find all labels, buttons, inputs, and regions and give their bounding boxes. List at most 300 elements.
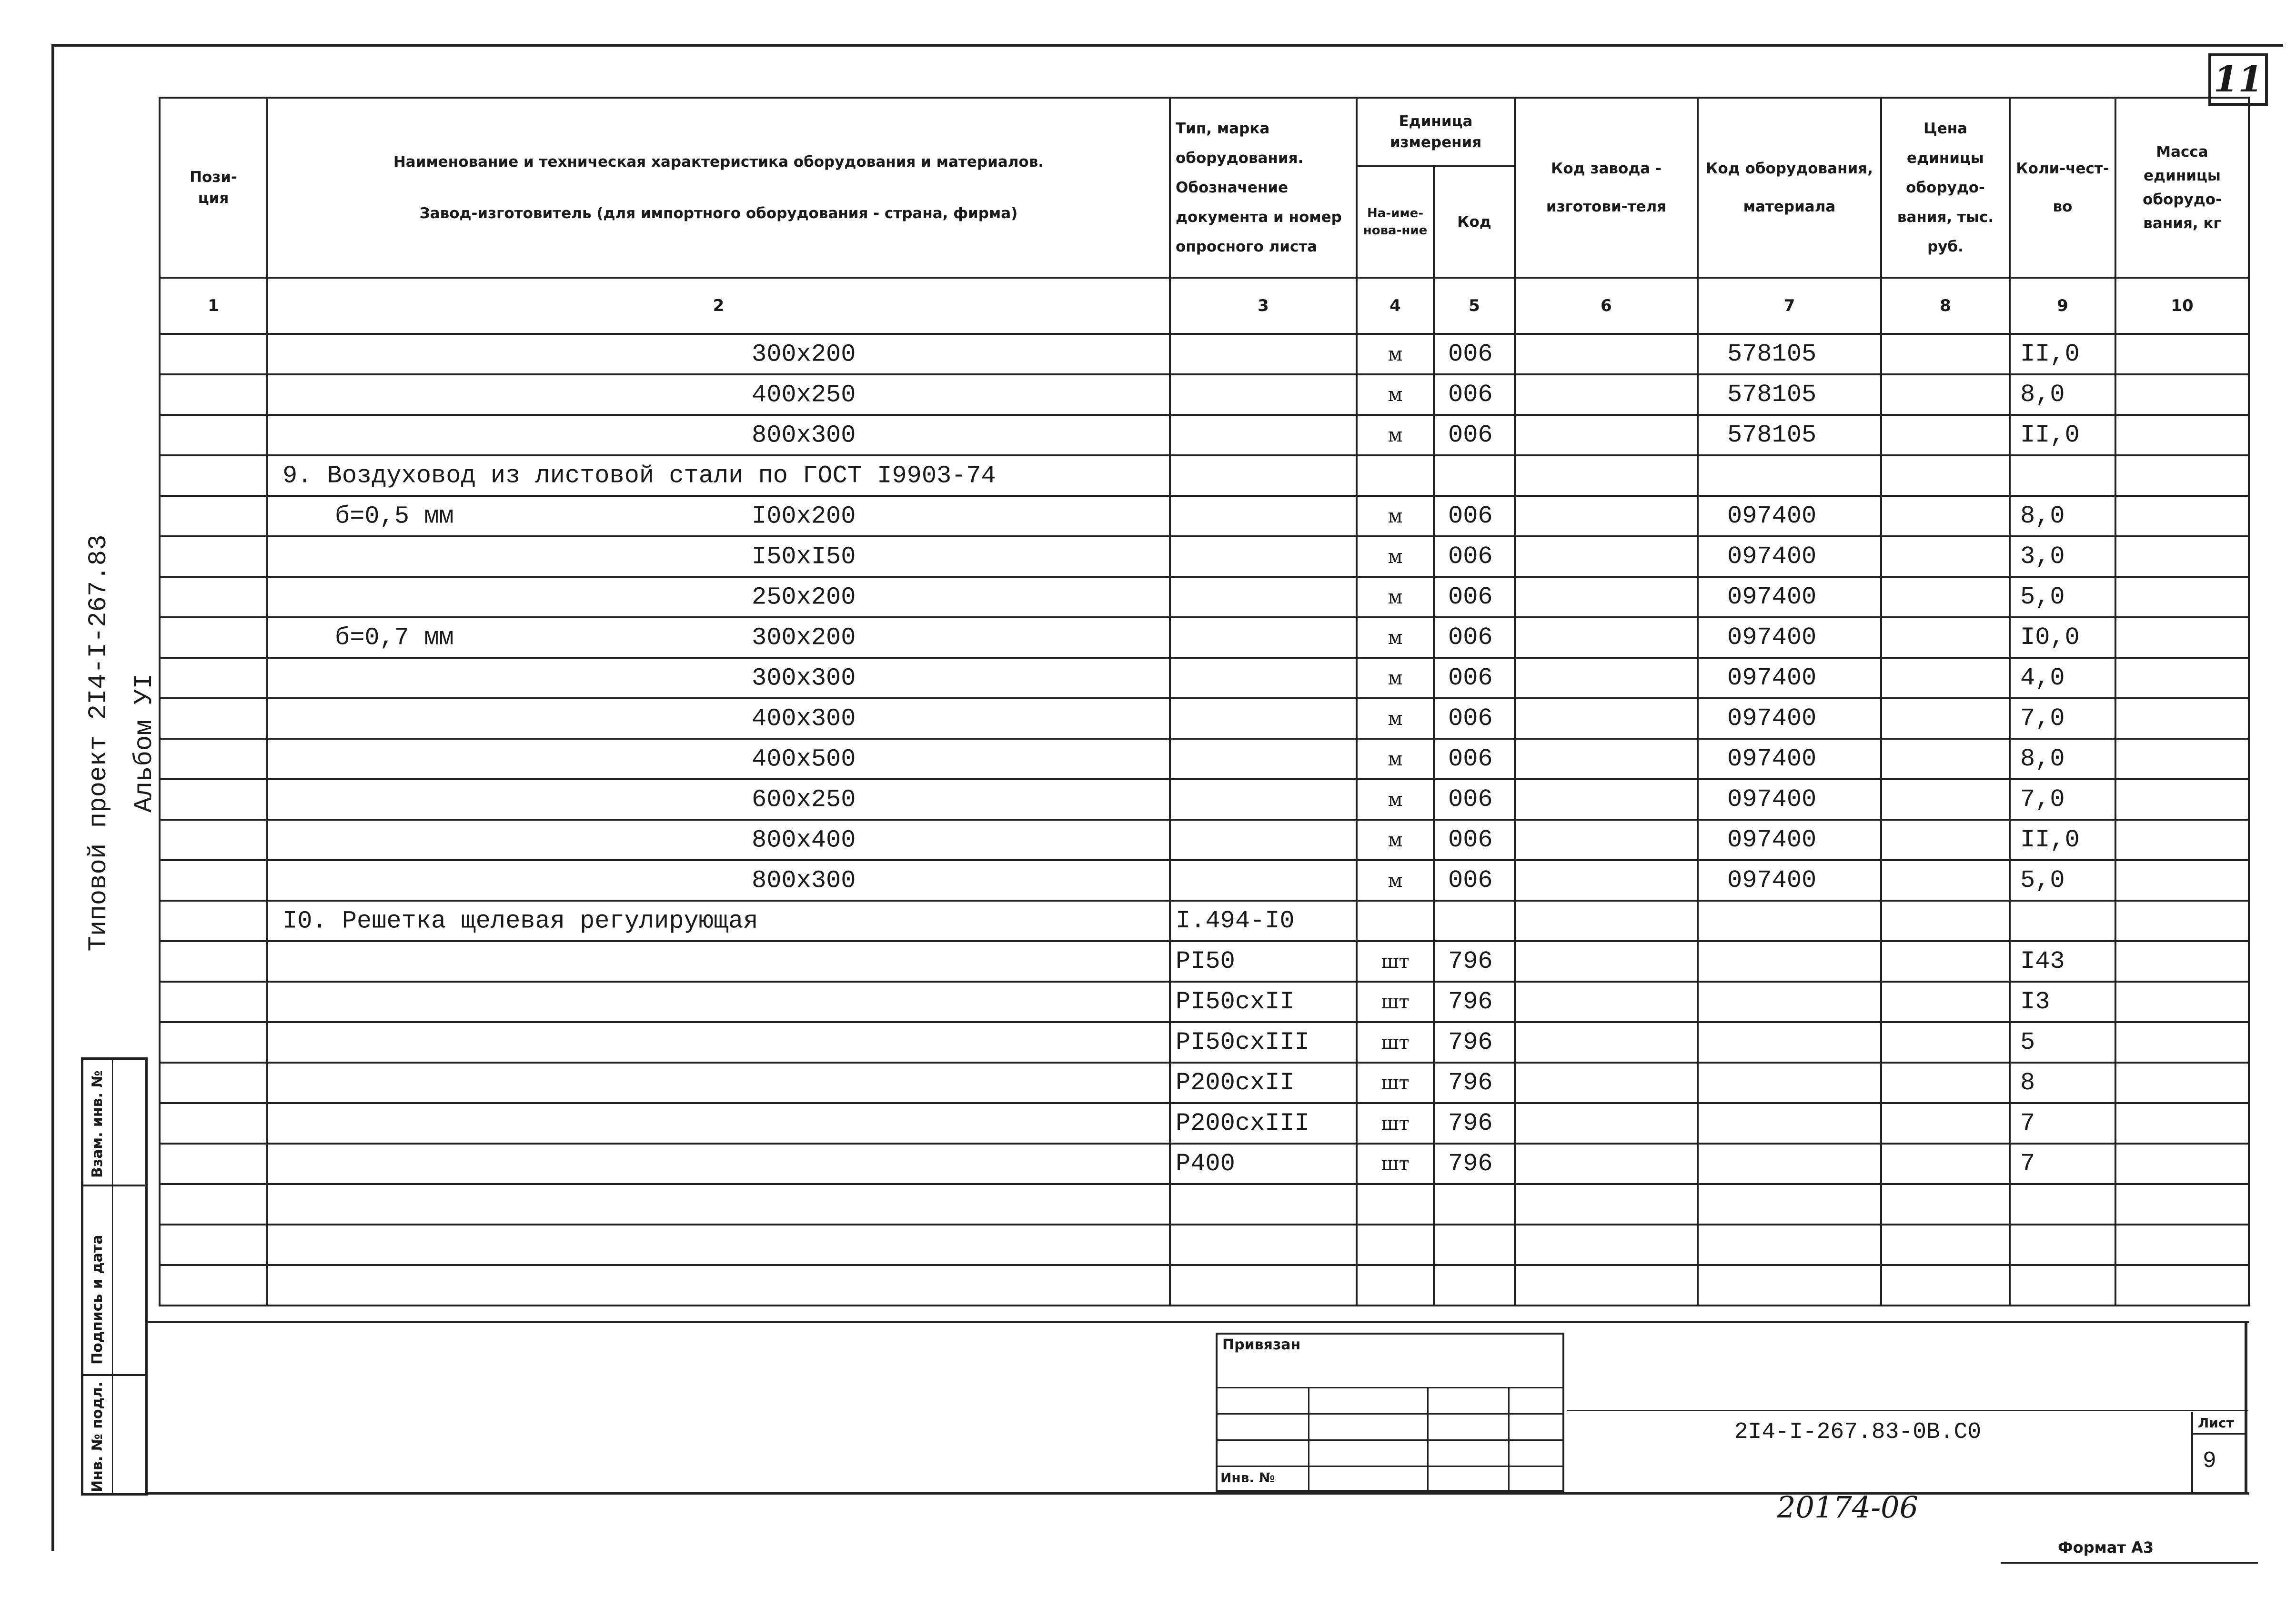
- cell-material-code: [1698, 1184, 1881, 1225]
- cell-unit-code: 006: [1434, 334, 1515, 374]
- cell-unit: м: [1357, 739, 1434, 779]
- cell-price: [1881, 698, 2010, 739]
- stamp-label-signature-date: Подпись и дата: [89, 1235, 106, 1365]
- cell-mass: [2115, 982, 2249, 1022]
- header-unit-code: Код: [1434, 166, 1515, 278]
- cell-plant-code: [1515, 941, 1698, 982]
- cell-position: [160, 374, 267, 415]
- cell-unit-code: 006: [1434, 415, 1515, 455]
- stamp-label-replace-inv: Взам. инв. №: [89, 1070, 106, 1178]
- cell-type: [1170, 334, 1357, 374]
- header-position: Пози- ция: [160, 98, 267, 278]
- cell-price: [1881, 860, 2010, 901]
- cell-quantity: 5,0: [2010, 577, 2115, 617]
- cell-quantity: 4,0: [2010, 658, 2115, 698]
- header-plant-code: Код завода - изготови-теля: [1515, 98, 1698, 278]
- cell-quantity: II,0: [2010, 415, 2115, 455]
- cell-quantity: 3,0: [2010, 536, 2115, 577]
- cell-mass: [2115, 860, 2249, 901]
- cell-type: P400: [1170, 1144, 1357, 1184]
- cell-unit: [1357, 1265, 1434, 1306]
- cell-position: [160, 1225, 267, 1265]
- cell-unit: м: [1357, 415, 1434, 455]
- cell-type: [1170, 698, 1357, 739]
- cell-quantity: I0,0: [2010, 617, 2115, 658]
- cell-unit-code: 006: [1434, 820, 1515, 860]
- cell-name: [267, 1063, 1170, 1103]
- cell-name: [267, 941, 1170, 982]
- column-number: 8: [1881, 278, 2010, 334]
- cell-unit-code: 796: [1434, 1144, 1515, 1184]
- cell-name: [267, 860, 1170, 901]
- cell-mass: [2115, 739, 2249, 779]
- cell-name: [267, 455, 1170, 496]
- cell-plant-code: [1515, 901, 1698, 941]
- cell-mass: [2115, 1103, 2249, 1144]
- cell-unit: [1357, 1225, 1434, 1265]
- cell-unit: м: [1357, 577, 1434, 617]
- cell-unit-code: 006: [1434, 536, 1515, 577]
- cell-position: [160, 982, 267, 1022]
- column-number: 5: [1434, 278, 1515, 334]
- frame-top-border: [51, 44, 2283, 47]
- cell-name: [267, 1144, 1170, 1184]
- cell-unit: м: [1357, 698, 1434, 739]
- cell-name: [267, 901, 1170, 941]
- item-size: 300x200: [752, 623, 856, 652]
- sheet-number: 9: [2203, 1448, 2216, 1474]
- cell-price: [1881, 658, 2010, 698]
- item-size: 400x500: [752, 745, 856, 773]
- cell-material-code: [1698, 1144, 1881, 1184]
- cell-unit-code: 006: [1434, 860, 1515, 901]
- cell-mass: [2115, 941, 2249, 982]
- column-number: 4: [1357, 278, 1434, 334]
- cell-quantity: 5,0: [2010, 860, 2115, 901]
- cell-quantity: 8: [2010, 1063, 2115, 1103]
- cell-plant-code: [1515, 617, 1698, 658]
- table-row: [160, 577, 2249, 617]
- cell-plant-code: [1515, 779, 1698, 820]
- cell-unit-code: 796: [1434, 1022, 1515, 1063]
- item-size: 800x400: [752, 826, 856, 854]
- table-row: [160, 536, 2249, 577]
- cell-plant-code: [1515, 860, 1698, 901]
- frame-left-border: [51, 46, 54, 1551]
- cell-material-code: [1698, 1063, 1881, 1103]
- cell-unit-code: 006: [1434, 739, 1515, 779]
- cell-type: P200cxII: [1170, 1063, 1357, 1103]
- header-unit-name: На-име-нова-ние: [1357, 166, 1434, 278]
- column-number: 2: [267, 278, 1170, 334]
- cell-plant-code: [1515, 1022, 1698, 1063]
- cell-name: [267, 1022, 1170, 1063]
- item-size: 800x300: [752, 866, 856, 894]
- table-row: [160, 1184, 2249, 1225]
- cell-material-code: [1698, 1103, 1881, 1144]
- cell-plant-code: [1515, 739, 1698, 779]
- sheet-cell-divider: [2193, 1433, 2246, 1435]
- cell-mass: [2115, 496, 2249, 536]
- cell-price: [1881, 1184, 2010, 1225]
- sheet-label: Лист: [2198, 1415, 2234, 1431]
- stamp-divider: [112, 1060, 113, 1493]
- cell-type: [1170, 860, 1357, 901]
- cell-quantity: II,0: [2010, 334, 2115, 374]
- cell-price: [1881, 374, 2010, 415]
- cell-unit: м: [1357, 374, 1434, 415]
- cell-name: [267, 415, 1170, 455]
- bound-stamp-box: [1216, 1333, 1564, 1492]
- cell-price: [1881, 779, 2010, 820]
- cell-mass: [2115, 779, 2249, 820]
- cell-type: [1170, 779, 1357, 820]
- title-block-divider: [1567, 1410, 2248, 1411]
- cell-price: [1881, 415, 2010, 455]
- cell-position: [160, 496, 267, 536]
- cell-name: [267, 1225, 1170, 1265]
- table-row: [160, 374, 2249, 415]
- cell-material-code: 097400: [1698, 617, 1881, 658]
- bound-grid-line: [1218, 1466, 1562, 1467]
- cell-price: [1881, 496, 2010, 536]
- cell-position: [160, 698, 267, 739]
- cell-position: [160, 941, 267, 982]
- table-row: [160, 1265, 2249, 1306]
- cell-unit: шт: [1357, 941, 1434, 982]
- cell-quantity: 8,0: [2010, 739, 2115, 779]
- bound-grid-line: [1218, 1387, 1562, 1388]
- cell-price: [1881, 1063, 2010, 1103]
- cell-price: [1881, 577, 2010, 617]
- cell-unit: м: [1357, 820, 1434, 860]
- cell-unit-code: [1434, 1265, 1515, 1306]
- cell-type: [1170, 739, 1357, 779]
- cell-type: [1170, 820, 1357, 860]
- cell-plant-code: [1515, 658, 1698, 698]
- cell-quantity: 8,0: [2010, 374, 2115, 415]
- bound-grid-line: [1427, 1387, 1429, 1490]
- cell-quantity: II,0: [2010, 820, 2115, 860]
- cell-name: [267, 1265, 1170, 1306]
- cell-name: [267, 577, 1170, 617]
- item-description: 9. Воздуховод из листовой стали по ГОСТ I9903-74: [282, 462, 996, 490]
- cell-unit-code: 006: [1434, 374, 1515, 415]
- cell-quantity: [2010, 1265, 2115, 1306]
- cell-quantity: 7,0: [2010, 698, 2115, 739]
- cell-quantity: [2010, 455, 2115, 496]
- sheet-cell: [2191, 1412, 2246, 1492]
- table-row: [160, 617, 2249, 658]
- format-underline: [2001, 1562, 2258, 1564]
- cell-mass: [2115, 1022, 2249, 1063]
- inv-label: Инв. №: [1220, 1470, 1275, 1486]
- cell-unit: м: [1357, 617, 1434, 658]
- cell-quantity: 7: [2010, 1103, 2115, 1144]
- cell-plant-code: [1515, 536, 1698, 577]
- cell-unit-code: [1434, 901, 1515, 941]
- cell-name: [267, 820, 1170, 860]
- header-type: Тип, марка оборудования. Обозначение документа и номер опросного листа: [1170, 98, 1357, 278]
- cell-name: [267, 739, 1170, 779]
- cell-unit-code: 006: [1434, 617, 1515, 658]
- cell-unit-code: 006: [1434, 496, 1515, 536]
- cell-position: [160, 617, 267, 658]
- table-row: [160, 779, 2249, 820]
- table-row: [160, 901, 2249, 941]
- cell-material-code: [1698, 455, 1881, 496]
- cell-plant-code: [1515, 415, 1698, 455]
- cell-price: [1881, 1144, 2010, 1184]
- cell-name: [267, 658, 1170, 698]
- cell-mass: [2115, 698, 2249, 739]
- cell-unit: м: [1357, 536, 1434, 577]
- cell-unit-code: 006: [1434, 577, 1515, 617]
- cell-name: [267, 617, 1170, 658]
- cell-unit-code: [1434, 1184, 1515, 1225]
- header-mass: Масса единицы оборудо-вания, кг: [2115, 98, 2249, 278]
- cell-mass: [2115, 1184, 2249, 1225]
- cell-name: [267, 536, 1170, 577]
- cell-material-code: [1698, 941, 1881, 982]
- cell-quantity: 7: [2010, 1144, 2115, 1184]
- cell-material-code: [1698, 1225, 1881, 1265]
- specification-table: [159, 97, 2250, 1306]
- cell-unit: м: [1357, 860, 1434, 901]
- header-price: Цена единицы оборудо-вания, тыс. руб.: [1881, 98, 2010, 278]
- cell-price: [1881, 1103, 2010, 1144]
- table-row: [160, 739, 2249, 779]
- cell-type: [1170, 1225, 1357, 1265]
- side-title-line2: Альбом УI: [130, 673, 159, 813]
- cell-position: [160, 820, 267, 860]
- item-size: I00x200: [752, 502, 856, 530]
- cell-position: [160, 334, 267, 374]
- item-size: 300x300: [752, 664, 856, 692]
- cell-name: [267, 982, 1170, 1022]
- cell-material-code: [1698, 982, 1881, 1022]
- cell-type: [1170, 455, 1357, 496]
- item-size: 300x200: [752, 340, 856, 368]
- table-row: [160, 1225, 2249, 1265]
- cell-price: [1881, 536, 2010, 577]
- cell-material-code: 097400: [1698, 496, 1881, 536]
- cell-material-code: 578105: [1698, 334, 1881, 374]
- cell-price: [1881, 820, 2010, 860]
- cell-name: [267, 779, 1170, 820]
- cell-position: [160, 739, 267, 779]
- table-row: [160, 415, 2249, 455]
- item-size: 250x200: [752, 583, 856, 611]
- cell-quantity: [2010, 1225, 2115, 1265]
- cell-price: [1881, 1265, 2010, 1306]
- cell-price: [1881, 617, 2010, 658]
- cell-material-code: 578105: [1698, 374, 1881, 415]
- bound-grid-line: [1508, 1387, 1510, 1490]
- cell-unit-code: 006: [1434, 698, 1515, 739]
- cell-price: [1881, 1022, 2010, 1063]
- document-code: 2I4-I-267.83-0B.C0: [1734, 1419, 1982, 1445]
- bound-label: Привязан: [1222, 1336, 1301, 1353]
- table-row: [160, 941, 2249, 982]
- cell-position: [160, 455, 267, 496]
- cell-position: [160, 901, 267, 941]
- item-description: I0. Решетка щелевая регулирующая: [282, 907, 758, 935]
- cell-price: [1881, 455, 2010, 496]
- cell-type: [1170, 496, 1357, 536]
- handwritten-inventory-number: 20174-06: [1777, 1490, 1919, 1525]
- table-row: [160, 496, 2249, 536]
- cell-unit-code: 796: [1434, 1103, 1515, 1144]
- item-size: I50xI50: [752, 542, 856, 571]
- cell-price: [1881, 739, 2010, 779]
- cell-type: [1170, 1184, 1357, 1225]
- item-description: б=0,5 мм: [335, 502, 454, 530]
- header-material-code: Код оборудования, материала: [1698, 98, 1881, 278]
- cell-type: P200cxIII: [1170, 1103, 1357, 1144]
- cell-plant-code: [1515, 1225, 1698, 1265]
- cell-mass: [2115, 415, 2249, 455]
- table-row: [160, 820, 2249, 860]
- cell-unit: м: [1357, 658, 1434, 698]
- cell-type: [1170, 658, 1357, 698]
- cell-unit: шт: [1357, 1022, 1434, 1063]
- cell-type: I.494-I0: [1170, 901, 1357, 941]
- cell-mass: [2115, 334, 2249, 374]
- cell-plant-code: [1515, 577, 1698, 617]
- cell-position: [160, 1063, 267, 1103]
- cell-position: [160, 779, 267, 820]
- cell-quantity: I43: [2010, 941, 2115, 982]
- cell-position: [160, 1184, 267, 1225]
- cell-material-code: [1698, 1022, 1881, 1063]
- cell-type: [1170, 415, 1357, 455]
- cell-mass: [2115, 1063, 2249, 1103]
- cell-position: [160, 1144, 267, 1184]
- cell-type: [1170, 374, 1357, 415]
- cell-mass: [2115, 455, 2249, 496]
- cell-position: [160, 1022, 267, 1063]
- cell-unit-code: 796: [1434, 1063, 1515, 1103]
- table-row: [160, 1022, 2249, 1063]
- cell-mass: [2115, 374, 2249, 415]
- cell-unit: м: [1357, 334, 1434, 374]
- cell-unit-code: 796: [1434, 982, 1515, 1022]
- cell-mass: [2115, 536, 2249, 577]
- cell-plant-code: [1515, 1144, 1698, 1184]
- cell-material-code: [1698, 901, 1881, 941]
- cell-plant-code: [1515, 496, 1698, 536]
- stamp-separator: [83, 1185, 145, 1186]
- column-number: 1: [160, 278, 267, 334]
- stamp-separator: [83, 1374, 145, 1376]
- column-number: 7: [1698, 278, 1881, 334]
- item-size: 800x300: [752, 421, 856, 449]
- cell-position: [160, 577, 267, 617]
- cell-plant-code: [1515, 820, 1698, 860]
- cell-plant-code: [1515, 1265, 1698, 1306]
- cell-unit: м: [1357, 779, 1434, 820]
- table-row: [160, 698, 2249, 739]
- bottom-block-bottom-border: [148, 1492, 2249, 1495]
- cell-name: [267, 334, 1170, 374]
- cell-mass: [2115, 1265, 2249, 1306]
- item-description: б=0,7 мм: [335, 623, 454, 652]
- cell-unit-code: [1434, 455, 1515, 496]
- cell-plant-code: [1515, 334, 1698, 374]
- cell-unit: [1357, 901, 1434, 941]
- cell-material-code: 097400: [1698, 577, 1881, 617]
- cell-mass: [2115, 1144, 2249, 1184]
- approval-stamp: [81, 1057, 148, 1496]
- bound-grid-line: [1218, 1439, 1562, 1441]
- cell-name: [267, 374, 1170, 415]
- cell-type: PI50cxIII: [1170, 1022, 1357, 1063]
- cell-type: [1170, 1265, 1357, 1306]
- cell-unit: шт: [1357, 982, 1434, 1022]
- table-row: [160, 860, 2249, 901]
- cell-unit: шт: [1357, 1144, 1434, 1184]
- cell-plant-code: [1515, 1103, 1698, 1144]
- cell-quantity: [2010, 1184, 2115, 1225]
- bottom-block-top-border: [148, 1321, 2249, 1323]
- cell-position: [160, 658, 267, 698]
- item-size: 400x250: [752, 381, 856, 409]
- cell-material-code: 097400: [1698, 698, 1881, 739]
- sheet-corner-number: 11: [2208, 53, 2268, 106]
- cell-mass: [2115, 617, 2249, 658]
- cell-price: [1881, 334, 2010, 374]
- cell-quantity: 7,0: [2010, 779, 2115, 820]
- header-unit-group: Единица измерения: [1357, 98, 1515, 166]
- cell-material-code: 097400: [1698, 536, 1881, 577]
- cell-plant-code: [1515, 455, 1698, 496]
- cell-name: [267, 1103, 1170, 1144]
- cell-mass: [2115, 658, 2249, 698]
- cell-position: [160, 1265, 267, 1306]
- cell-price: [1881, 901, 2010, 941]
- cell-mass: [2115, 1225, 2249, 1265]
- table-row: [160, 1144, 2249, 1184]
- stamp-label-inv-original: Инв. № подл.: [89, 1381, 106, 1492]
- cell-type: [1170, 577, 1357, 617]
- cell-material-code: [1698, 1265, 1881, 1306]
- cell-unit: м: [1357, 496, 1434, 536]
- cell-material-code: 097400: [1698, 739, 1881, 779]
- format-label: Формат А3: [2058, 1538, 2154, 1557]
- cell-quantity: [2010, 901, 2115, 941]
- cell-quantity: 8,0: [2010, 496, 2115, 536]
- bound-grid-line: [1218, 1413, 1562, 1415]
- cell-type: [1170, 536, 1357, 577]
- header-name: Наименование и техническая характеристика оборудования и материалов. Завод-изготовитель (для импортного оборудования - страна, фирма): [267, 98, 1170, 278]
- cell-name: [267, 1184, 1170, 1225]
- column-number: 6: [1515, 278, 1698, 334]
- table-row: [160, 982, 2249, 1022]
- cell-unit-code: [1434, 1225, 1515, 1265]
- cell-position: [160, 415, 267, 455]
- item-size: 600x250: [752, 785, 856, 814]
- cell-price: [1881, 982, 2010, 1022]
- side-title-line1: Типовой проект 2I4-I-267.83: [84, 534, 113, 952]
- cell-material-code: 097400: [1698, 820, 1881, 860]
- item-size: 400x300: [752, 704, 856, 733]
- cell-plant-code: [1515, 374, 1698, 415]
- cell-material-code: 578105: [1698, 415, 1881, 455]
- cell-unit: [1357, 1184, 1434, 1225]
- cell-unit: шт: [1357, 1063, 1434, 1103]
- cell-plant-code: [1515, 698, 1698, 739]
